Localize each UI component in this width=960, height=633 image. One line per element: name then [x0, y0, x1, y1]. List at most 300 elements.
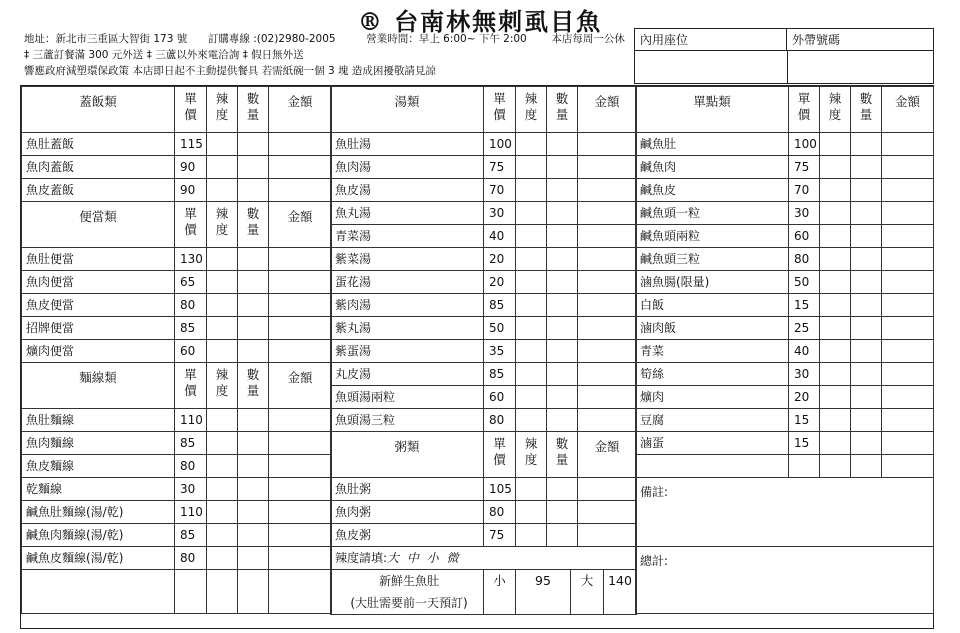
- menu-row: [636, 133, 934, 156]
- amount-cell[interactable]: [578, 294, 637, 317]
- amount-cell[interactable]: [578, 248, 637, 271]
- menu-row: [636, 386, 934, 409]
- amount-cell[interactable]: [578, 202, 637, 225]
- spicy-cell[interactable]: [516, 225, 547, 248]
- menu-row: [636, 248, 934, 271]
- item-name: 魚肉蓋飯: [22, 156, 175, 179]
- item-price: 85: [484, 363, 516, 386]
- amount-cell[interactable]: [882, 133, 934, 156]
- item-price: 90: [175, 179, 207, 202]
- quantity-cell[interactable]: [238, 248, 269, 271]
- amount-cell[interactable]: [578, 179, 637, 202]
- amount-cell[interactable]: [578, 409, 637, 432]
- item-name: 鹹魚頭三粒: [636, 248, 789, 271]
- hours-text: 營業時間：早上 6:00~ 下午 2:00: [366, 33, 527, 45]
- item-name: 青菜: [636, 340, 789, 363]
- item-name: 魚肚粥: [331, 478, 484, 501]
- item-price: 85: [175, 432, 207, 455]
- spicy-cell[interactable]: [820, 340, 851, 363]
- spicy-cell[interactable]: [516, 156, 547, 179]
- spicy-cell[interactable]: [516, 202, 547, 225]
- menu-row: [636, 179, 934, 202]
- amount-cell[interactable]: [269, 524, 332, 547]
- quantity-cell[interactable]: [547, 156, 578, 179]
- column-rice-bento-noodle: [21, 86, 331, 628]
- spicy-cell[interactable]: [207, 432, 238, 455]
- quantity-cell[interactable]: [851, 225, 882, 248]
- spicy-cell[interactable]: [516, 340, 547, 363]
- quantity-cell[interactable]: [547, 133, 578, 156]
- spicy-cell[interactable]: [820, 386, 851, 409]
- quantity-cell[interactable]: [547, 294, 578, 317]
- quantity-cell[interactable]: [547, 363, 578, 386]
- menu-row: [636, 409, 934, 432]
- spicy-cell[interactable]: [516, 363, 547, 386]
- item-price: 30: [789, 363, 820, 386]
- remarks-row: [636, 478, 934, 547]
- item-price: 20: [484, 248, 516, 271]
- item-name: 魚肚蓋飯: [22, 133, 175, 156]
- quantity-cell[interactable]: [851, 363, 882, 386]
- item-price: 65: [175, 271, 207, 294]
- amount-cell[interactable]: [882, 156, 934, 179]
- spicy-cell[interactable]: [207, 547, 238, 570]
- menu-row: [22, 179, 332, 202]
- item-name: 鹹魚皮: [636, 179, 789, 202]
- item-name: 魚丸湯: [331, 202, 484, 225]
- item-price: 40: [789, 340, 820, 363]
- item-name: 魚肉麵線: [22, 432, 175, 455]
- amount-cell[interactable]: [882, 225, 934, 248]
- item-price: 20: [484, 271, 516, 294]
- spicy-cell[interactable]: [516, 271, 547, 294]
- spicy-cell[interactable]: [820, 294, 851, 317]
- item-name: 紫丸湯: [331, 317, 484, 340]
- menu-row: [331, 340, 637, 363]
- menu-row: [331, 524, 637, 547]
- dine-in-seat-label: 內用座位: [635, 29, 787, 51]
- item-name: 魚皮粥: [331, 524, 484, 547]
- menu-row: [22, 547, 332, 570]
- quantity-cell[interactable]: [851, 248, 882, 271]
- amount-cell[interactable]: [882, 432, 934, 455]
- quantity-cell[interactable]: [547, 340, 578, 363]
- spicy-cell[interactable]: [820, 409, 851, 432]
- item-name: 青菜湯: [331, 225, 484, 248]
- amount-cell[interactable]: [578, 340, 637, 363]
- item-name: 鹹魚肚: [636, 133, 789, 156]
- item-name: 魚頭湯兩粒: [331, 386, 484, 409]
- item-price: 70: [484, 179, 516, 202]
- quantity-cell[interactable]: [547, 478, 578, 501]
- menu-row: [636, 225, 934, 248]
- item-name: 魚肚湯: [331, 133, 484, 156]
- quantity-cell[interactable]: [238, 133, 269, 156]
- amount-cell[interactable]: [578, 501, 637, 524]
- spicy-cell[interactable]: [516, 179, 547, 202]
- spicy-level-label: 辣度請填:: [335, 551, 388, 565]
- item-price: 25: [789, 317, 820, 340]
- item-price: 110: [175, 501, 207, 524]
- quantity-cell[interactable]: [851, 409, 882, 432]
- menu-row: [636, 340, 934, 363]
- item-name: 豆腐: [636, 409, 789, 432]
- item-price: 110: [175, 409, 207, 432]
- item-price: 75: [484, 524, 516, 547]
- order-form-grid: [20, 85, 934, 629]
- item-price: 50: [484, 317, 516, 340]
- amount-cell[interactable]: [269, 340, 332, 363]
- menu-row: [636, 271, 934, 294]
- section-header-single: 單點類 單 價 辣 度 數 量 金額: [636, 87, 934, 133]
- spicy-cell[interactable]: [207, 156, 238, 179]
- amount-cell[interactable]: [269, 156, 332, 179]
- quantity-cell[interactable]: [238, 340, 269, 363]
- quantity-cell[interactable]: [851, 432, 882, 455]
- amount-cell[interactable]: [578, 317, 637, 340]
- info-line-1: [24, 33, 625, 46]
- item-price: 80: [175, 294, 207, 317]
- quantity-cell[interactable]: [547, 317, 578, 340]
- item-price: 80: [484, 409, 516, 432]
- quantity-cell[interactable]: [238, 524, 269, 547]
- spicy-cell[interactable]: [207, 455, 238, 478]
- spicy-cell[interactable]: [820, 317, 851, 340]
- column-single-items: [635, 86, 933, 628]
- item-price: 15: [789, 294, 820, 317]
- menu-row: [636, 202, 934, 225]
- amount-cell[interactable]: [269, 179, 332, 202]
- quantity-cell[interactable]: [851, 386, 882, 409]
- item-price: 30: [789, 202, 820, 225]
- menu-row: [331, 363, 637, 386]
- quantity-cell[interactable]: [851, 156, 882, 179]
- item-name: 鹹魚肉麵線(湯/乾): [22, 524, 175, 547]
- amount-cell[interactable]: [269, 133, 332, 156]
- quantity-cell[interactable]: [238, 294, 269, 317]
- amount-cell[interactable]: [269, 432, 332, 455]
- item-name: 魚肉便當: [22, 271, 175, 294]
- menu-row: [22, 501, 332, 524]
- item-price: 15: [789, 409, 820, 432]
- spicy-cell[interactable]: [820, 179, 851, 202]
- item-price: 100: [789, 133, 820, 156]
- quantity-cell[interactable]: [547, 271, 578, 294]
- spicy-cell[interactable]: [207, 409, 238, 432]
- item-name: 魚肉湯: [331, 156, 484, 179]
- amount-cell[interactable]: [578, 271, 637, 294]
- item-price: 80: [789, 248, 820, 271]
- item-name: 紫肉湯: [331, 294, 484, 317]
- quantity-cell[interactable]: [851, 317, 882, 340]
- item-name: 魚皮蓋飯: [22, 179, 175, 202]
- amount-cell[interactable]: [578, 156, 637, 179]
- amount-cell[interactable]: [269, 409, 332, 432]
- section-header-porridge: 粥類 單 價 辣 度 數 量 金額: [331, 432, 637, 478]
- amount-cell[interactable]: [578, 363, 637, 386]
- menu-row: [22, 432, 332, 455]
- quantity-cell[interactable]: [238, 455, 269, 478]
- order-number-box: [634, 28, 934, 84]
- spicy-cell[interactable]: [516, 317, 547, 340]
- menu-row: [331, 156, 637, 179]
- section-header-soup: 湯類 單 價 辣 度 數 量 金額: [331, 87, 637, 133]
- item-name: 滷魚腸(限量): [636, 271, 789, 294]
- menu-row: [22, 248, 332, 271]
- spicy-cell[interactable]: [820, 225, 851, 248]
- item-name: 魚皮便當: [22, 294, 175, 317]
- item-name: 鹹魚頭兩粒: [636, 225, 789, 248]
- amount-cell[interactable]: [269, 317, 332, 340]
- item-name: 滷蛋: [636, 432, 789, 455]
- amount-cell[interactable]: [882, 363, 934, 386]
- menu-row: [22, 156, 332, 179]
- amount-cell[interactable]: [269, 547, 332, 570]
- item-price: 60: [789, 225, 820, 248]
- amount-cell[interactable]: [578, 225, 637, 248]
- menu-row: [331, 225, 637, 248]
- amount-cell[interactable]: [578, 386, 637, 409]
- notice-text: 響應政府減塑環保政策 本店即日起不主動提供餐具 若需紙碗一個 3 塊 造成困擾敬請見諒: [24, 65, 436, 77]
- menu-row: [22, 133, 332, 156]
- amount-cell[interactable]: [882, 386, 934, 409]
- quantity-cell[interactable]: [547, 248, 578, 271]
- spicy-cell[interactable]: [207, 179, 238, 202]
- menu-row: [331, 202, 637, 225]
- amount-cell[interactable]: [269, 271, 332, 294]
- spicy-cell[interactable]: [820, 248, 851, 271]
- quantity-cell[interactable]: [547, 179, 578, 202]
- item-name: 紫菜湯: [331, 248, 484, 271]
- menu-row: [331, 386, 637, 409]
- item-price: 50: [789, 271, 820, 294]
- item-price: 90: [175, 156, 207, 179]
- amount-cell[interactable]: [882, 202, 934, 225]
- item-price: 70: [789, 179, 820, 202]
- menu-row: [636, 156, 934, 179]
- amount-cell[interactable]: [882, 248, 934, 271]
- menu-row: [22, 478, 332, 501]
- item-name: 鹹魚頭一粒: [636, 202, 789, 225]
- item-price: 60: [484, 386, 516, 409]
- spicy-cell[interactable]: [516, 409, 547, 432]
- spicy-cell[interactable]: [516, 478, 547, 501]
- item-price: 30: [175, 478, 207, 501]
- fresh-large-price: 140: [604, 570, 637, 615]
- spicy-cell[interactable]: [516, 248, 547, 271]
- spicy-cell[interactable]: [207, 317, 238, 340]
- spicy-cell[interactable]: [820, 133, 851, 156]
- address-text: 地址：新北市三重區大智街 173 號: [24, 33, 188, 45]
- amount-cell[interactable]: [269, 501, 332, 524]
- quantity-cell[interactable]: [851, 340, 882, 363]
- amount-cell[interactable]: [269, 455, 332, 478]
- spicy-level-note: [331, 547, 637, 570]
- item-price: 60: [175, 340, 207, 363]
- item-name: 丸皮湯: [331, 363, 484, 386]
- quantity-cell[interactable]: [547, 501, 578, 524]
- menu-row: [331, 478, 637, 501]
- menu-row: [636, 363, 934, 386]
- item-name: 白飯: [636, 294, 789, 317]
- item-price: 30: [484, 202, 516, 225]
- total-row: [636, 547, 934, 614]
- quantity-cell[interactable]: [238, 156, 269, 179]
- remarks-label: 備註:: [640, 485, 669, 499]
- total-field[interactable]: [636, 547, 934, 614]
- soup-section-title: 湯類: [331, 87, 484, 133]
- column-soup-porridge: [330, 86, 636, 628]
- spicy-cell[interactable]: [207, 501, 238, 524]
- menu-row: [331, 317, 637, 340]
- menu-row: [22, 271, 332, 294]
- item-name: 爌肉便當: [22, 340, 175, 363]
- item-name: 魚肉粥: [331, 501, 484, 524]
- spicy-cell[interactable]: [207, 340, 238, 363]
- quantity-cell[interactable]: [238, 317, 269, 340]
- quantity-cell[interactable]: [238, 501, 269, 524]
- menu-row: [22, 294, 332, 317]
- item-price: 80: [175, 547, 207, 570]
- spicy-cell[interactable]: [207, 271, 238, 294]
- item-price: 75: [484, 156, 516, 179]
- single-section-title: 單點類: [636, 87, 789, 133]
- menu-row: [331, 248, 637, 271]
- takeaway-number-label: 外帶號碼: [787, 29, 933, 51]
- item-price: 80: [484, 501, 516, 524]
- spicy-cell[interactable]: [516, 294, 547, 317]
- spicy-cell[interactable]: [820, 363, 851, 386]
- quantity-cell[interactable]: [238, 409, 269, 432]
- quantity-cell[interactable]: [238, 547, 269, 570]
- item-name: 魚頭湯三粒: [331, 409, 484, 432]
- spicy-cell[interactable]: [820, 432, 851, 455]
- item-price: 80: [175, 455, 207, 478]
- bento-section-title: 便當類: [22, 202, 175, 248]
- quantity-cell[interactable]: [547, 202, 578, 225]
- amount-cell[interactable]: [882, 409, 934, 432]
- quantity-cell[interactable]: [238, 478, 269, 501]
- amount-cell[interactable]: [269, 478, 332, 501]
- quantity-cell[interactable]: [547, 524, 578, 547]
- amount-cell[interactable]: [269, 248, 332, 271]
- section-header-bento: 便當類 單 價 辣 度 數 量 金額: [22, 202, 332, 248]
- quantity-cell[interactable]: [851, 133, 882, 156]
- quantity-cell[interactable]: [238, 432, 269, 455]
- spicy-cell[interactable]: [207, 478, 238, 501]
- item-name: 魚皮麵線: [22, 455, 175, 478]
- rice-section-title: 蓋飯類: [22, 87, 175, 133]
- item-price: 15: [789, 432, 820, 455]
- amount-cell[interactable]: [578, 478, 637, 501]
- item-name: 魚肚便當: [22, 248, 175, 271]
- spicy-cell[interactable]: [207, 294, 238, 317]
- spicy-cell[interactable]: [516, 501, 547, 524]
- remarks-field[interactable]: [636, 478, 934, 547]
- item-price: 20: [789, 386, 820, 409]
- quantity-cell[interactable]: [851, 271, 882, 294]
- menu-row: [22, 455, 332, 478]
- blank-row: [22, 570, 332, 614]
- quantity-cell[interactable]: [851, 294, 882, 317]
- porridge-section-title: 粥類: [331, 432, 484, 478]
- amount-cell[interactable]: [578, 524, 637, 547]
- menu-row: [636, 317, 934, 340]
- phone-text: 訂購專線 :(02)2980-2005: [207, 33, 336, 45]
- quantity-cell[interactable]: [238, 179, 269, 202]
- item-price: 85: [484, 294, 516, 317]
- quantity-cell[interactable]: [238, 271, 269, 294]
- item-price: 85: [175, 524, 207, 547]
- item-price: 85: [175, 317, 207, 340]
- amount-cell[interactable]: [882, 271, 934, 294]
- amount-cell[interactable]: [882, 294, 934, 317]
- closed-day-text: 本店每周一公休: [551, 33, 625, 45]
- delivery-text: ‡ 三蘆訂餐滿 300 元外送 ‡ 三蘆以外來電洽詢 ‡ 假日無外送: [24, 49, 304, 61]
- spicy-level-row: [331, 547, 637, 570]
- item-name: 鹹魚皮麵線(湯/乾): [22, 547, 175, 570]
- menu-row: [636, 294, 934, 317]
- menu-row: [22, 317, 332, 340]
- fresh-fish-belly-label: 新鮮生魚肚 (大肚需要前一天預訂): [331, 570, 484, 615]
- item-price: 105: [484, 478, 516, 501]
- amount-cell[interactable]: [578, 133, 637, 156]
- noodle-section-title: 麵線類: [22, 363, 175, 409]
- menu-row: [636, 432, 934, 455]
- fresh-large-label: 大: [571, 570, 604, 615]
- quantity-cell[interactable]: [547, 386, 578, 409]
- spicy-cell[interactable]: [516, 386, 547, 409]
- item-name: 滷肉飯: [636, 317, 789, 340]
- item-name: 魚肚麵線: [22, 409, 175, 432]
- item-price: 75: [789, 156, 820, 179]
- menu-row: [22, 409, 332, 432]
- amount-cell[interactable]: [882, 179, 934, 202]
- spicy-cell[interactable]: [820, 271, 851, 294]
- quantity-cell[interactable]: [851, 179, 882, 202]
- menu-row: [331, 179, 637, 202]
- item-name: 乾麵線: [22, 478, 175, 501]
- amount-cell[interactable]: [269, 294, 332, 317]
- menu-row: [331, 501, 637, 524]
- item-name: 鹹魚肉: [636, 156, 789, 179]
- item-name: 招牌便當: [22, 317, 175, 340]
- menu-row: [331, 294, 637, 317]
- quantity-cell[interactable]: [547, 409, 578, 432]
- spicy-cell[interactable]: [207, 248, 238, 271]
- menu-row: [331, 409, 637, 432]
- spicy-cell[interactable]: [207, 133, 238, 156]
- amount-cell[interactable]: [882, 317, 934, 340]
- item-price: 130: [175, 248, 207, 271]
- item-name: 魚皮湯: [331, 179, 484, 202]
- menu-row: [22, 524, 332, 547]
- spicy-cell[interactable]: [516, 524, 547, 547]
- spicy-cell[interactable]: [516, 133, 547, 156]
- spicy-level-options: 大 中 小 微: [387, 551, 461, 565]
- fresh-small-label: 小: [484, 570, 516, 615]
- menu-row: [331, 271, 637, 294]
- spicy-cell[interactable]: [820, 202, 851, 225]
- quantity-cell[interactable]: [547, 225, 578, 248]
- item-name: 紫蛋湯: [331, 340, 484, 363]
- menu-row: [22, 340, 332, 363]
- spicy-cell[interactable]: [207, 524, 238, 547]
- fresh-fish-belly-row: [330, 569, 637, 615]
- amount-cell[interactable]: [882, 340, 934, 363]
- spicy-cell[interactable]: [820, 156, 851, 179]
- quantity-cell[interactable]: [851, 202, 882, 225]
